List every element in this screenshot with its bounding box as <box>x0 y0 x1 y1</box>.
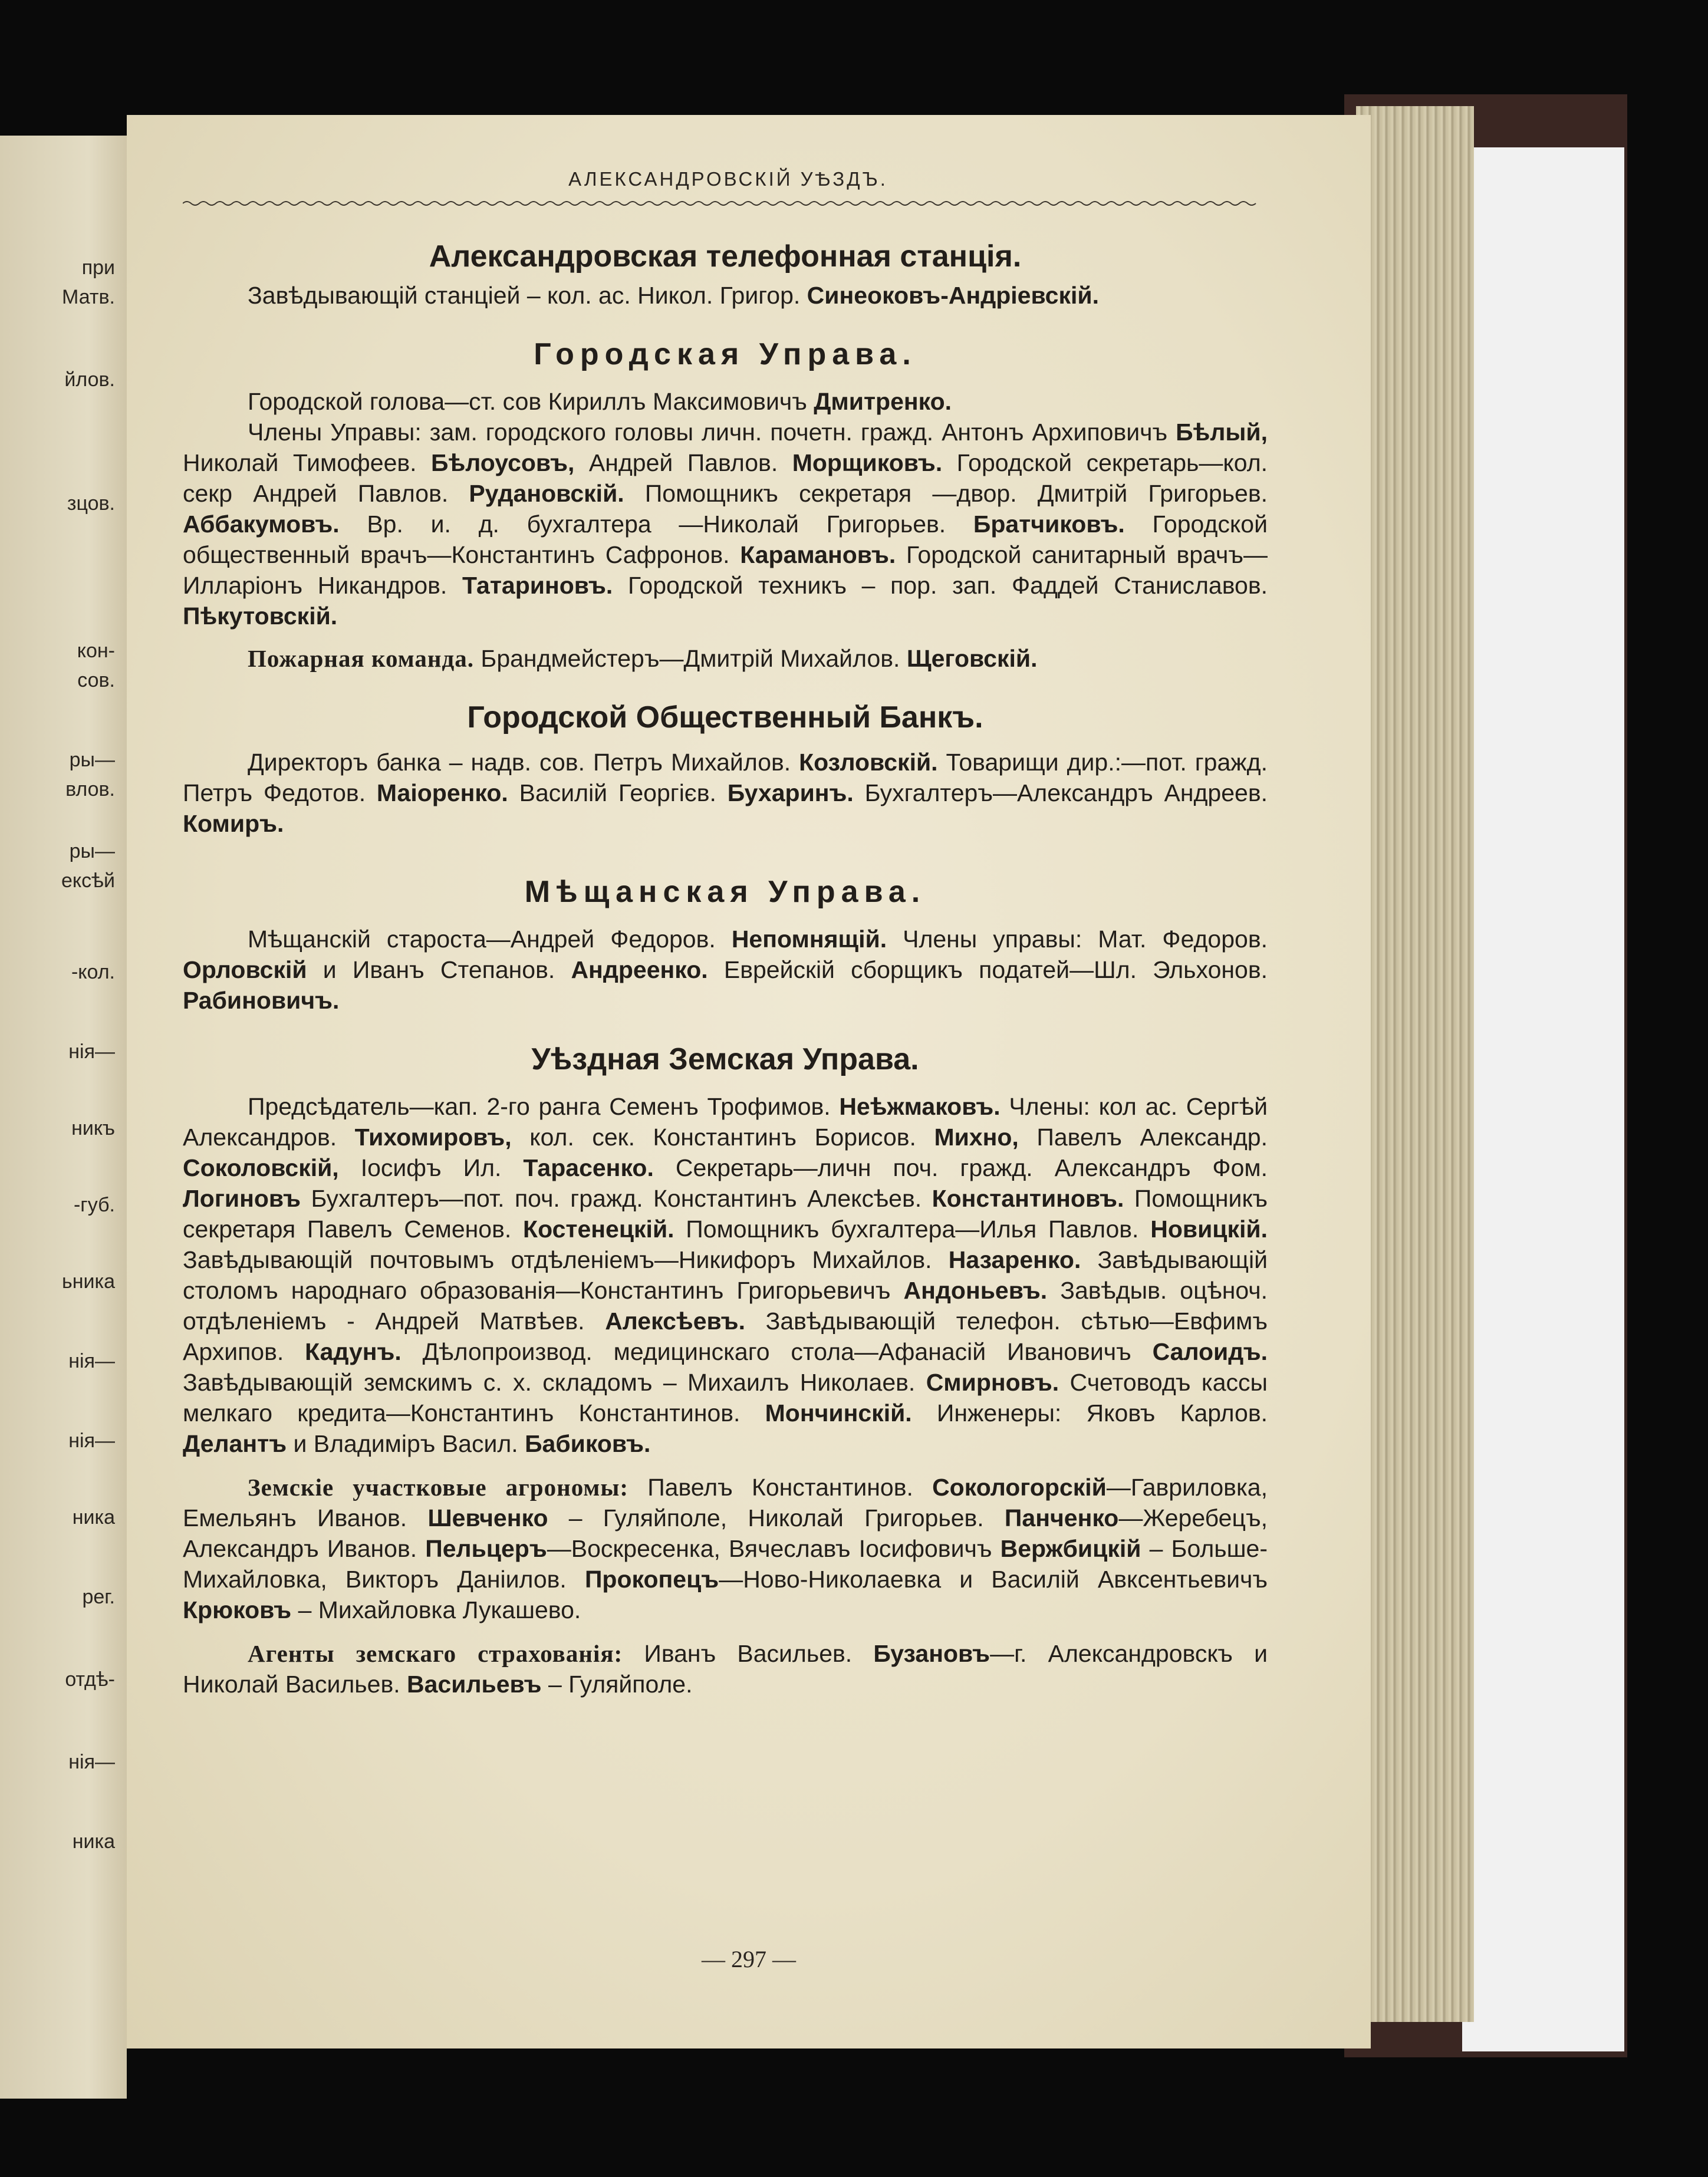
left-fragment: отдѣ- <box>65 1668 115 1691</box>
fire-brigade-paragraph <box>183 643 1268 674</box>
person-name: Прокопецъ <box>584 1566 719 1593</box>
text: Завѣдывающій столомъ народнаго образованія—Константинъ Григорьевичъ <box>183 1246 1268 1304</box>
text: —Ново-Николаевка и Василій Авксентьевичъ <box>719 1566 1268 1593</box>
text: – Гуляйполе. <box>541 1671 693 1698</box>
left-fragment: рег. <box>82 1586 115 1608</box>
person-name: Козловскій. <box>799 749 938 776</box>
person-name: Бухаринъ. <box>727 779 854 806</box>
text: Брандмейстеръ—Дмитрій Михайлов. <box>474 645 907 672</box>
left-fragment: нія— <box>68 1751 115 1773</box>
text: Еврейскій сборщикъ податей—Шл. Эльхонов. <box>707 956 1268 983</box>
person-name: Новицкій. <box>1150 1216 1268 1243</box>
text: – Больше-Михайловка, Викторъ Даніилов. <box>183 1535 1268 1593</box>
person-name: Татариновъ. <box>462 572 613 599</box>
text: Василій Георгієв. <box>508 779 728 806</box>
person-name: Синеоковъ-Андріевскій. <box>807 282 1099 309</box>
bank-paragraph <box>183 747 1268 839</box>
text: Завѣдывающій станціей – кол. ас. Никол. Григор. <box>248 282 807 309</box>
person-name: Бѣлый, <box>1176 419 1268 446</box>
person-name: Пельцеръ <box>425 1535 547 1562</box>
text: – Гуляйполе, Николай Григорьев. <box>548 1504 1005 1532</box>
city-members-paragraph <box>183 417 1268 631</box>
left-facing-page <box>0 136 127 2099</box>
person-name: Бѣлоусовъ, <box>431 449 575 476</box>
person-name: Пѣкутовскій. <box>183 602 338 630</box>
text: Завѣдыв. оцѣноч. отдѣленіемъ - Андрей Матвѣев. <box>183 1277 1268 1335</box>
left-fragment: нія— <box>68 1430 115 1452</box>
wavy-rule <box>183 197 1262 209</box>
person-name: Салоидъ. <box>1152 1338 1268 1365</box>
text: Члены: кол ас. Сергѣй Александров. <box>183 1093 1268 1151</box>
person-name: Крюковъ <box>183 1596 292 1623</box>
left-fragment: ры— <box>69 749 115 771</box>
text: Секретарь—личн поч. гражд. Александръ Фом. <box>653 1154 1268 1181</box>
left-fragment: йлов. <box>64 368 115 391</box>
text: Завѣдывающій почтовымъ отдѣленіемъ—Никифоръ Михайлов. <box>183 1246 949 1273</box>
person-name: Карамановъ. <box>740 541 896 568</box>
person-name: Комиръ. <box>183 810 284 837</box>
text: Предсѣдатель—кап. 2-го ранга Семенъ Трофимов. <box>248 1093 840 1120</box>
person-name: Панченко <box>1004 1504 1119 1532</box>
left-fragment: никъ <box>71 1117 115 1139</box>
text: Павелъ Константинов. <box>628 1474 933 1501</box>
text: Помощникъ секретаря —двор. Дмитрій Григорьев. <box>624 480 1268 507</box>
person-name: Константиновъ. <box>932 1185 1124 1212</box>
left-fragment: ника <box>72 1506 115 1529</box>
text: Іосифъ Ил. <box>338 1154 524 1181</box>
left-fragment: влов. <box>65 778 115 801</box>
text: Дѣлопроизвод. медицинскаго стола—Афанасій Ивановичъ <box>401 1338 1153 1365</box>
text: Инженеры: Яковъ Карлов. <box>911 1399 1268 1427</box>
text: и Владиміръ Васил. <box>287 1430 525 1457</box>
person-name: Щеговскій. <box>906 645 1038 672</box>
text: —г. Александровскъ и Николай Васильев. <box>183 1640 1268 1698</box>
page-number: — 297 — <box>702 1946 796 1972</box>
text: Бухгалтеръ—пот. поч. гражд. Константинъ Алексѣев. <box>300 1185 932 1212</box>
section-title-city: Городская Управа. <box>534 337 917 371</box>
person-name: Рабиновичъ. <box>183 987 340 1014</box>
label: Пожарная команда. <box>248 645 475 672</box>
person-name: Логиновъ <box>183 1185 301 1212</box>
text: Счетоводъ кассы мелкаго кредита—Константинъ Константинов. <box>183 1369 1268 1427</box>
text: Товарищи дир.:—пот. гражд. Петръ Федотов. <box>183 749 1268 806</box>
label: Земскіе участковые агрономы: <box>248 1474 629 1501</box>
left-fragment: Матв. <box>62 286 115 308</box>
text: Городской общественный врачъ—Константинъ Сафронов. <box>183 511 1268 568</box>
person-name: Тихомировъ, <box>354 1124 512 1151</box>
left-fragment: кон- <box>77 640 115 662</box>
person-name: Михно, <box>934 1124 1019 1151</box>
text: Мѣщанскій староста—Андрей Федоров. <box>248 926 732 953</box>
book-page <box>127 115 1371 2048</box>
person-name: Бузановъ <box>873 1640 990 1667</box>
person-name: Аббакумовъ. <box>183 511 340 538</box>
text: Помощникъ секретаря Павелъ Семенов. <box>183 1185 1268 1243</box>
left-fragment: ексѣй <box>61 870 115 892</box>
left-fragment: нія— <box>68 1040 115 1063</box>
text: Члены Управы: зам. городского головы личн. почетн. гражд. Антонъ Архиповичъ <box>248 419 1176 446</box>
text: Городской техникъ – пор. зап. Фаддей Станиславов. <box>613 572 1268 599</box>
meshch-paragraph <box>183 924 1268 1016</box>
person-name: Морщиковъ. <box>792 449 943 476</box>
section-title-zemstvo: Уѣздная Земская Управа. <box>531 1042 919 1076</box>
text: Городской санитарный врачъ—Илларіонъ Никандров. <box>183 541 1268 599</box>
person-name: Вержбицкій <box>1000 1535 1141 1562</box>
text: Павелъ Александр. <box>1018 1124 1268 1151</box>
text: Завѣдывающій телефон. сѣтью—Евфимъ Архипов. <box>183 1307 1268 1365</box>
person-name: Андоньевъ. <box>903 1277 1048 1304</box>
text: Директоръ банка – надв. сов. Петръ Михайлов. <box>248 749 799 776</box>
text: Вр. и. д. бухгалтера —Николай Григорьев. <box>339 511 973 538</box>
page-content <box>183 233 1268 1700</box>
label: Агенты земскаго страхованія: <box>248 1640 623 1667</box>
text: Помощникъ бухгалтера—Илья Павлов. <box>674 1216 1151 1243</box>
person-name: Костенецкій. <box>523 1216 674 1243</box>
person-name: Рудановскій. <box>469 480 624 507</box>
section-title-meshch: Мѣщанская Управа. <box>524 875 926 909</box>
left-fragment: ры— <box>69 840 115 862</box>
city-head-paragraph <box>183 386 1268 417</box>
text: —Воскресенка, Вячеславъ Іосифовичъ <box>547 1535 1001 1562</box>
person-name: Алексѣевъ. <box>605 1307 745 1335</box>
text: Городской секретарь—кол. секр Андрей Павлов. <box>183 449 1268 507</box>
person-name: Андреенко. <box>571 956 708 983</box>
insurance-agents-paragraph <box>183 1638 1268 1700</box>
text: и Иванъ Степанов. <box>307 956 571 983</box>
text: – Михайловка Лукашево. <box>291 1596 581 1623</box>
left-fragment: зцов. <box>67 492 115 515</box>
person-name: Смирновъ. <box>926 1369 1059 1396</box>
text: Завѣдывающій земскимъ с. х. складомъ – Михаилъ Николаев. <box>183 1369 926 1396</box>
section-title-bank: Городской Общественный Банкъ. <box>467 700 983 735</box>
left-fragment: нія— <box>68 1350 115 1372</box>
text: кол. сек. Константинъ Борисов. <box>511 1124 934 1151</box>
text: Бухгалтеръ—Александръ Андреев. <box>853 779 1268 806</box>
person-name: Васильевъ <box>407 1671 542 1698</box>
text: —Жеребецъ, Александръ Иванов. <box>183 1504 1268 1562</box>
left-fragment: ника <box>72 1830 115 1853</box>
running-head: АЛЕКСАНДРОВСКІЙ УѢЗДЪ. <box>568 168 888 190</box>
person-name: Сокологорскій <box>932 1474 1107 1501</box>
left-fragment: ьника <box>61 1270 115 1293</box>
agronomists-paragraph <box>183 1472 1268 1625</box>
person-name: Назаренко. <box>948 1246 1081 1273</box>
person-name: Маіоренко. <box>376 779 508 806</box>
person-name: Тарасенко. <box>523 1154 654 1181</box>
text: Иванъ Васильев. <box>623 1640 874 1667</box>
person-name: Братчиковъ. <box>973 511 1125 538</box>
left-fragment: -кол. <box>71 961 115 983</box>
left-fragment: при <box>81 256 115 279</box>
person-name: Соколовскій, <box>183 1154 339 1181</box>
text: —Гавриловка, Емельянъ Иванов. <box>183 1474 1268 1532</box>
text: Андрей Павлов. <box>574 449 792 476</box>
person-name: Делантъ <box>183 1430 287 1457</box>
person-name: Неѣжмаковъ. <box>839 1093 1001 1120</box>
person-name: Кадунъ. <box>305 1338 402 1365</box>
white-sheet <box>1462 147 1624 2051</box>
person-name: Орловскій <box>183 956 307 983</box>
person-name: Мончинскій. <box>765 1399 912 1427</box>
text: Городской голова—ст. сов Кириллъ Максимовичъ <box>248 388 814 415</box>
phone-paragraph <box>183 280 1268 311</box>
section-title-phone: Александровская телефонная станція. <box>429 239 1022 274</box>
left-fragment: сов. <box>77 669 115 691</box>
left-fragment: -губ. <box>73 1194 115 1216</box>
person-name: Шевченко <box>427 1504 548 1532</box>
person-name: Бабиковъ. <box>525 1430 651 1457</box>
person-name: Дмитренко. <box>814 388 952 415</box>
text: Члены управы: Мат. Федоров. <box>887 926 1268 953</box>
page-edges <box>1356 106 1474 2022</box>
zemstvo-paragraph <box>183 1091 1268 1459</box>
person-name: Непомнящій. <box>731 926 887 953</box>
text: Николай Тимофеев. <box>183 449 432 476</box>
